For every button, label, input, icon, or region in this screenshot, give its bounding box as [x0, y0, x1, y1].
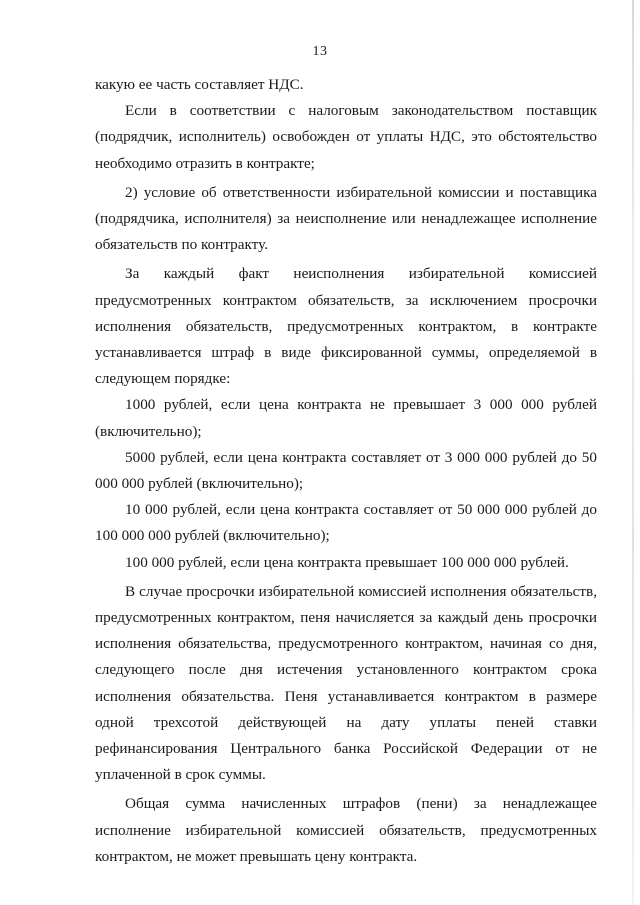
paragraph-liability-condition: 2) условие об ответственности избирательной комиссии и поставщика (подрядчика, исполнителя) за неисполнение или ненадлежащее исполнение обязательств по контракту. — [95, 183, 597, 254]
page-number: 13 — [312, 44, 328, 59]
paragraph-fine-tier-2: 5000 рублей, если цена контракта составляет от 3 000 000 рублей до 50 000 000 рублей (включительно); — [95, 448, 597, 493]
paragraph-fine-tier-1: 1000 рублей, если цена контракта не превышает 3 000 000 рублей (включительно); — [95, 396, 597, 440]
paragraph-fine-rule: За каждый факт неисполнения избирательной комиссией предусмотренных контрактом обязательств, за исключением просрочки исполнения обязательств, предусмотренных контрактом, в контракте устанавливается штраф в виде фиксированной суммы, определяемой в следующем порядке: — [95, 265, 597, 388]
paragraph-total-limit: Общая сумма начисленных штрафов (пени) за ненадлежащее исполнение избирательной комиссией обязательств, предусмотренных контрактом, не может превышать цену контракта. — [95, 795, 597, 865]
scan-edge-shadow — [632, 0, 634, 905]
paragraph-fine-tier-4: 100 000 рублей, если цена контракта превышает 100 000 000 рублей. — [125, 553, 569, 571]
paragraph-penalty: В случае просрочки избирательной комиссией исполнения обязательств, предусмотренных контрактом, пеня начисляется за каждый день просрочки исполнения обязательства, предусмотренного контрактом, начиная со дня, следующего после дня истечения установленного контрактом срока исполнения обязательства. Пеня устанавливается контрактом в размере одной трехсотой действующей на дату уплаты пеней ставки рефинансирования Центрального банка Российской Федерации от не уплаченной в срок суммы. — [95, 582, 597, 784]
document-body — [95, 72, 597, 870]
paragraph-vat-part: какую ее часть составляет НДС. — [95, 76, 304, 93]
paragraph-fine-tier-3: 10 000 рублей, если цена контракта составляет от 50 000 000 рублей до 100 000 000 рублей (включительно); — [95, 501, 597, 545]
paragraph-vat-exemption: Если в соответствии с налоговым законодательством поставщик (подрядчик, исполнитель) освобожден от уплаты НДС, это обстоятельство необходимо отразить в контракте; — [95, 102, 597, 172]
